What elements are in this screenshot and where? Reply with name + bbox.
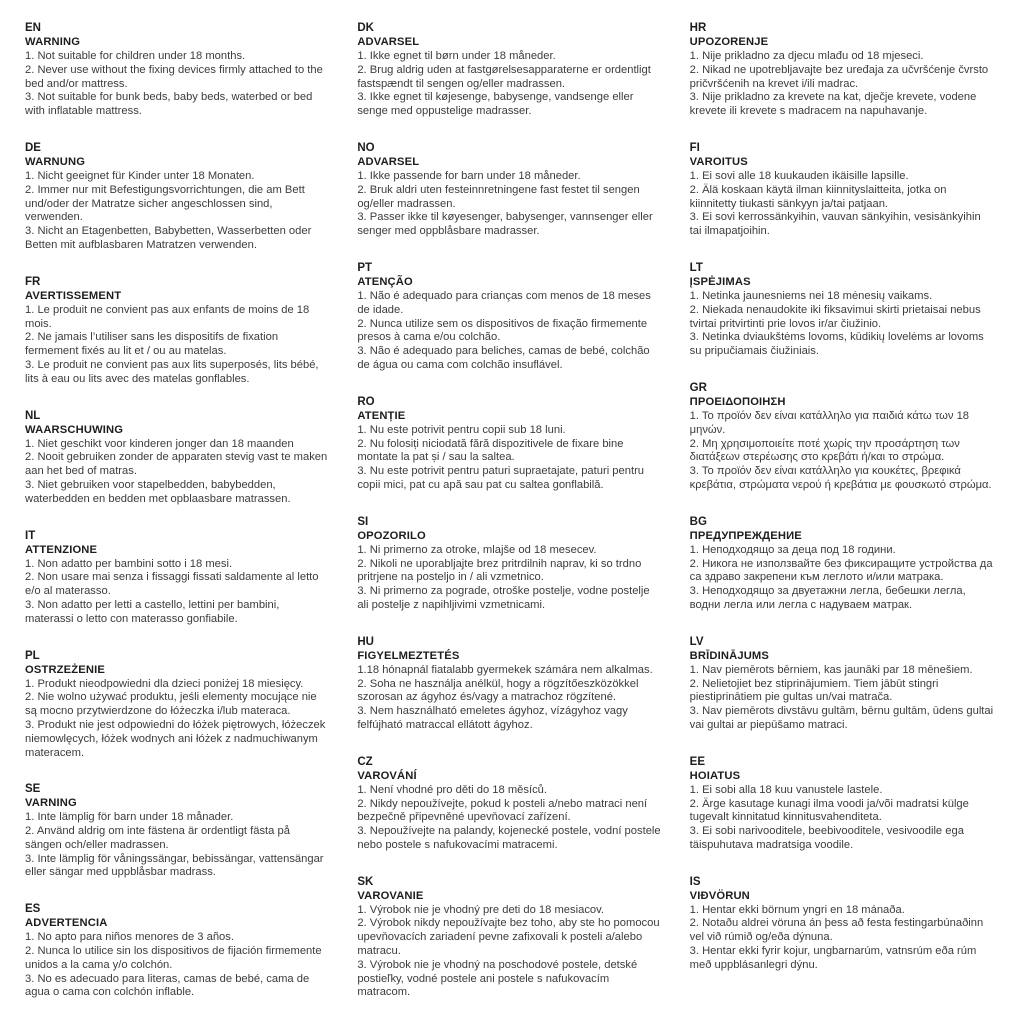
language-code: NL [25, 409, 41, 422]
language-code: SI [357, 515, 369, 528]
warning-item: 1. Nicht geeignet für Kinder unter 18 Monaten. [25, 169, 255, 182]
warning-item: 2. Älä koskaan käytä ilman kiinnityslaitteita, jotka on kiinnitetty tiukasti sänkyyn ja/tai patjaan. [689, 183, 947, 210]
language-section-hu [357, 635, 661, 733]
language-section-fi [690, 141, 994, 239]
language-code: DK [357, 22, 374, 34]
language-section-pt [357, 261, 661, 373]
warning-heading: ПРЕДУПРЕЖДЕНИЕ [689, 529, 802, 542]
warning-item: 2. Nelietojiet bez stiprinājumiem. Tiem jābūt stingri piestiprinātiem pie gultas un/vai matrača. [689, 677, 939, 704]
warning-item: 2. Niekada nenaudokite iki fiksavimui skirti prietaisai nebus tvirtai pritvirtinti prie lovos ir/ar čiužinio. [689, 303, 981, 330]
language-section-it [25, 529, 329, 627]
warning-item: 2. Μη χρησιμοποιείτε ποτέ χωρίς την προσάρτηση των διατάξεων στερέωσης στο κρεβάτι ή/και το στρώμα. [689, 437, 960, 464]
warning-item: 2. Soha ne használja anélkül, hogy a rögzítőeszközökkel szorosan az ágyhoz és/vagy a matrachoz rögzítené. [357, 677, 639, 704]
language-code: PL [25, 649, 40, 662]
language-section-ro [357, 395, 661, 493]
warning-item: 3. Le produit ne convient pas aux lits superposés, lits bébé, lits à eau ou lits avec des matelas gonflables. [25, 358, 319, 385]
warning-heading: VAROITUS [689, 155, 748, 168]
warning-item: 2. Bruk aldri uten festeinnretningene fast festet til sengen og/eller madrassen. [357, 183, 640, 210]
warning-item: 1. Nije prikladno za djecu mlađu od 18 mjeseci. [689, 50, 924, 62]
warning-item: 1. Ei sovi alle 18 kuukauden ikäisille lapsille. [689, 169, 909, 182]
warning-item: 2. Никога не използвайте без фиксиращите устройства да са здраво закрепени към леглото и/или матрака. [689, 557, 993, 584]
warning-heading: ATENÇÃO [357, 275, 413, 288]
warning-item: 3. Produkt nie jest odpowiedni do łóżek piętrowych, łóżeczek niemowlęcych, łóżek wodnych ani łóżek z nadmuchiwanym materacem. [25, 718, 326, 759]
warning-item: 3. Ei sobi narivooditele, beebivooditele, vesivoodile ega täispuhutava madratsiga voodile. [689, 825, 964, 851]
warning-item: 3. Inte lämplig för våningssängar, bebissängar, vattensängar eller sängar med uppblåsbar madrass. [25, 852, 324, 879]
warning-item: 1. Non adatto per bambini sotto i 18 mesi. [25, 557, 233, 570]
warning-item: 1. Niet geschikt voor kinderen jonger dan 18 maanden [25, 437, 294, 450]
warning-item: 3. Výrobok nie je vhodný na poschodové postele, detské postieľky, vodné postele ani postele s nafukovacím matracom. [357, 958, 638, 999]
language-code: HU [357, 635, 374, 648]
warning-item: 2. Nooit gebruiken zonder de apparaten stevig vast te maken aan het bed of matras. [25, 451, 328, 478]
warning-item: 3. Nu este potrivit pentru paturi supraetajate, paturi pentru copii mici, pat cu apă sau pat cu saltea gonflabilă. [357, 465, 645, 491]
language-section-lt [690, 261, 994, 359]
warning-item: 2. Ärge kasutage kunagi ilma voodi ja/või madratsi külge tugevalt kinnitatud kinnitusvahenditeta. [689, 797, 969, 824]
warning-item: 2. Brug aldrig uden at fastgørelsesapparaterne er ordentligt fastspændt til sengen og/eller madrassen. [357, 63, 651, 90]
language-code: FI [689, 141, 700, 154]
warning-heading: VARNING [25, 797, 77, 810]
language-code: ES [25, 903, 41, 916]
warning-item: 1. Неподходящо за деца под 18 години. [689, 543, 896, 556]
warning-item: 1. Výrobok nie je vhodný pre deti do 18 mesiacov. [357, 903, 605, 916]
warning-item: 3. Not suitable for bunk beds, baby beds, waterbed or bed with inflatable mattress. [25, 91, 313, 118]
warning-item: 3. Nepoužívejte na palandy, kojenecké postele, vodní postele nebo postele s nafukovacími matracemi. [357, 825, 661, 851]
language-code: HR [689, 22, 707, 34]
warning-heading: ADVERTENCIA [25, 917, 108, 930]
language-code: GR [689, 381, 707, 394]
language-section-nl [25, 409, 329, 507]
warning-item: 2. Non usare mai senza i fissaggi fissati saldamente al letto e/o al materasso. [25, 571, 319, 598]
warning-item: 1. Netinka jaunesniems nei 18 mėnesių vaikams. [689, 289, 933, 302]
warning-item: 3. No es adecuado para literas, camas de bebé, cama de agua o cama con colchón inflable. [25, 972, 310, 999]
warning-heading: FIGYELMEZTETÉS [357, 649, 460, 662]
warning-item: 1. Not suitable for children under 18 months. [25, 50, 246, 62]
warning-item: 2. Ne jamais l’utiliser sans les dispositifs de fixation fermement fixés au lit et / ou au matelas. [25, 331, 279, 358]
warning-heading: ADVARSEL [357, 36, 420, 48]
warning-item: 3. Το προϊόν δεν είναι κατάλληλο για κουκέτες, βρεφικά κρεβάτια, στρώματα νερού ή κρεβάτια με φουσκωτό στρώμα. [689, 465, 992, 491]
warning-item: 1. Produkt nieodpowiedni dla dzieci poniżej 18 miesięcy. [25, 677, 304, 690]
warning-item: 3. Nije prikladno za krevete na kat, dječje krevete, vodene krevete ili krevete s madracem na napuhavanje. [689, 91, 977, 118]
warning-item: 1. Ei sobi alla 18 kuu vanustele lastele. [689, 783, 883, 796]
warning-item: 3. Não é adequado para beliches, camas de bebé, colchão de água ou cama com colchão insuflável. [357, 345, 650, 371]
language-code: LT [689, 261, 703, 274]
language-code: RO [357, 395, 375, 408]
language-code: DE [25, 141, 41, 154]
language-code: SK [357, 875, 374, 888]
warning-item: 3. Hentar ekki fyrir kojur, ungbarnarúm, vatnsrúm eða rúm með uppblásanlegri dýnu. [689, 945, 977, 971]
language-code: NO [357, 141, 375, 154]
warning-item: 3. Ikke egnet til køjesenge, babysenge, vandsenge eller senge med oppustelige madrasser. [357, 91, 634, 118]
language-code: EE [689, 755, 705, 768]
warning-item: 2. Výrobok nikdy nepoužívajte bez toho, aby ste ho pomocou upevňovacích zariadení pevne zafixovali k posteli a/alebo matracu. [357, 917, 660, 958]
warning-item: 3. Ei sovi kerrossänkyihin, vauvan sänkyihin, vesisänkyihin tai ilmapatjoihin. [689, 211, 981, 238]
warning-heading: VAROVÁNÍ [357, 769, 417, 782]
language-section-fr [25, 275, 329, 387]
language-code: SE [25, 783, 41, 796]
warning-item: 3. Nem használható emeletes ágyhoz, vízágyhoz vagy felfújható matraccal ellátott ágyhoz. [357, 705, 628, 731]
warning-column-1 [25, 21, 329, 1014]
warning-item: 1. Inte lämplig för barn under 18 månader. [25, 811, 234, 824]
warning-item: 1. Nu este potrivit pentru copii sub 18 luni. [357, 423, 566, 436]
language-code: FR [25, 275, 41, 288]
warning-item: 2. Nie wolno używać produktu, jeśli elementy mocujące nie są mocno przytwierdzone do łóżeczka i/lub materaca. [25, 691, 317, 718]
warning-item: 1. Le produit ne convient pas aux enfants de moins de 18 mois. [25, 303, 310, 330]
warning-item: 1. Nav piemērots bērniem, kas jaunāki par 18 mēnešiem. [689, 663, 973, 676]
warning-heading: BRĪDINĀJUMS [689, 649, 770, 662]
warning-item: 2. Notaðu aldrei vöruna án þess að festa festingarbúnaðinn vel við rúmið og/eða dýnuna. [689, 917, 984, 944]
warning-item: 1. Není vhodné pro děti do 18 měsíců. [357, 783, 548, 796]
warning-item: 3. Неподходящо за двуетажни легла, бебешки легла, водни легла или легла с надуваем матрак. [689, 585, 966, 611]
warning-item: 2. Immer nur mit Befestigungsvorrichtungen, die am Bett und/oder der Matratze sicher angeschlossen sind, verwenden. [25, 183, 305, 224]
warning-item: 2. Never use without the fixing devices firmly attached to the bed and/or mattress. [25, 63, 323, 90]
warning-heading: OPOZORILO [357, 529, 426, 542]
warning-heading: VIÐVÖRUN [689, 889, 750, 902]
warning-heading: ΠΡΟΕΙΔΟΠΟΙΗΣΗ [689, 395, 786, 408]
warning-item: 1. Ni primerno za otroke, mlajše od 18 mesecev. [357, 543, 597, 556]
language-section-ee [690, 755, 994, 853]
warning-item: 3. Netinka dviaukštėms lovoms, kūdikių lovelėms ar lovoms su pripučiamais čiužiniais. [689, 331, 984, 358]
warning-heading: VAROVANIE [357, 889, 424, 902]
language-section-gr [690, 381, 994, 493]
warning-column-3 [690, 21, 994, 1014]
warning-column-2 [357, 21, 661, 1014]
warning-heading: WARNING [25, 36, 81, 48]
warning-heading: WARNUNG [25, 155, 86, 168]
warning-item: 2. Nikad ne upotrebljavajte bez uređaja za učvršćenje čvrsto pričvršćenih na krevet i/ili madrac. [689, 63, 989, 90]
language-section-se [25, 782, 329, 880]
warning-item: 2. Nikoli ne uporabljajte brez pritrdilnih naprav, ki so trdno pritrjene na posteljo in / ali vzmetnico. [357, 557, 642, 584]
warning-item: 1. Ikke passende for barn under 18 måneder. [357, 169, 581, 182]
warning-heading: ĮSPĖJIMAS [689, 275, 751, 288]
language-section-no [357, 141, 661, 239]
warning-heading: WAARSCHUWING [25, 423, 124, 436]
warning-heading: HOIATUS [689, 769, 741, 782]
language-section-pl [25, 649, 329, 761]
warning-item: 2. Nunca utilize sem os dispositivos de fixação firmemente presos à cama e/ou colchão. [357, 317, 648, 344]
warning-heading: ADVARSEL [357, 155, 420, 168]
warning-item: 1. Não é adequado para crianças com menos de 18 meses de idade. [357, 289, 651, 316]
language-code: IS [689, 875, 701, 888]
language-section-is [690, 875, 994, 973]
language-section-es [25, 902, 329, 1000]
language-section-sk [357, 875, 661, 1001]
warning-item: 1.18 hónapnál fiatalabb gyermekek számára nem alkalmas. [357, 663, 653, 676]
warning-item: 1. Ikke egnet til børn under 18 måneder. [357, 50, 556, 62]
language-code: CZ [357, 755, 373, 768]
warning-item: 1. No apto para niños menores de 3 años. [25, 931, 234, 944]
warning-heading: AVERTISSEMENT [25, 289, 122, 302]
language-section-cz [357, 755, 661, 853]
warning-item: 1. Το προϊόν δεν είναι κατάλληλο για παιδιά κάτω των 18 μηνών. [689, 409, 970, 436]
warning-item: 2. Nikdy nepoužívejte, pokud k posteli a/nebo matraci není bezpečně připevněné upevňovací zařízení. [357, 797, 648, 824]
warning-item: 3. Nicht an Etagenbetten, Babybetten, Wasserbetten oder Betten mit aufblasbaren Matratzen verwenden. [25, 225, 312, 251]
warning-item: 3. Nav piemērots divstāvu gultām, bērnu gultām, ūdens gultai vai gultai ar piepūšamo matraci. [689, 705, 994, 731]
language-code: EN [25, 22, 41, 34]
language-section-de [25, 141, 329, 253]
warning-heading: OSTRZEŻENIE [25, 663, 105, 676]
language-section-hr [690, 21, 994, 119]
warning-heading: ATENȚIE [357, 409, 406, 422]
warning-item: 3. Ni primerno za pograde, otroške postelje, vodne postelje ali postelje z napihljivimi vzmetnicami. [357, 585, 650, 611]
warning-item: 2. Använd aldrig om inte fästena är ordentligt fästa på sängen och/eller madrassen. [25, 825, 290, 851]
language-code: PT [357, 261, 373, 274]
language-section-lv [690, 635, 994, 733]
warning-item: 3. Passer ikke til køyesenger, babysenger, vannsenger eller senger med oppblåsbare madrasser. [357, 211, 653, 238]
language-section-dk [357, 21, 661, 119]
language-section-si [357, 515, 661, 613]
warning-item: 1. Hentar ekki börnum yngri en 18 mánaða. [689, 903, 905, 916]
warning-item: 3. Niet gebruiken voor stapelbedden, babybedden, waterbedden en bedden met opblaasbare matrassen. [25, 478, 291, 505]
warning-heading: ATTENZIONE [25, 543, 98, 556]
language-code: BG [689, 515, 707, 528]
warning-heading: UPOZORENJE [689, 36, 769, 48]
language-section-bg [690, 515, 994, 613]
language-code: IT [25, 529, 36, 542]
warning-item: 2. Nu folosiți niciodată fără dispozitivele de fixare bine montate la pat și / sau la saltea. [357, 437, 624, 464]
language-section-en [25, 21, 329, 119]
language-code: LV [689, 635, 704, 648]
warning-item: 2. Nunca lo utilice sin los dispositivos de fijación firmemente unidos a la cama y/o colchón. [25, 945, 322, 971]
warning-item: 3. Non adatto per letti a castello, lettini per bambini, materassi o letto con materasso gonfiabile. [25, 598, 280, 625]
